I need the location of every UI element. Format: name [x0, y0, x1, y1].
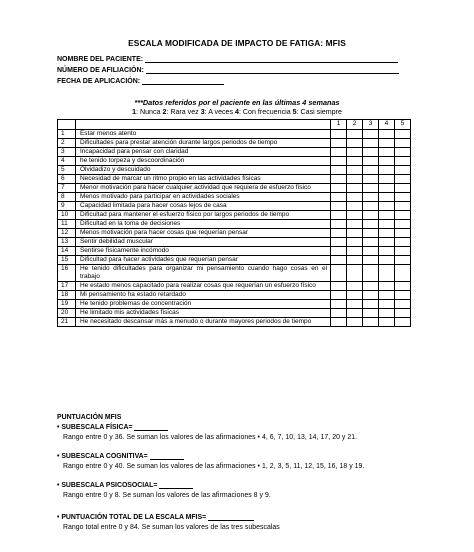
item-statement: Menos motivado para participar en actividades sociales	[75, 193, 330, 202]
item-number: 13	[58, 238, 76, 247]
item-statement: Estar menos atento	[75, 130, 330, 139]
score-cell-1[interactable]	[331, 309, 347, 318]
score-cell-2[interactable]	[347, 300, 363, 309]
score-cell-3[interactable]	[363, 309, 379, 318]
score-cell-1[interactable]	[331, 318, 347, 327]
score-cell-5[interactable]	[394, 211, 410, 220]
score-header-1: 1	[331, 120, 347, 130]
date-label: FECHA DE APLICACIÓN:	[57, 78, 141, 85]
table-row	[58, 309, 411, 318]
item-number: 18	[58, 291, 76, 300]
item-number: 1	[58, 130, 76, 139]
table-row	[58, 139, 411, 148]
item-statement: Dificultad en la toma de decisiones	[75, 220, 330, 229]
score-cell-3[interactable]	[363, 265, 379, 282]
table-row	[58, 300, 411, 309]
score-cell-2[interactable]	[347, 318, 363, 327]
item-statement: Necesidad de marcar un ritmo propio en las actividades físicas	[75, 175, 330, 184]
scale-legend	[0, 108, 474, 116]
table-row	[58, 211, 411, 220]
score-cell-4[interactable]	[379, 211, 395, 220]
score-cell-1[interactable]	[331, 193, 347, 202]
item-number: 9	[58, 202, 76, 211]
score-cell-3[interactable]	[363, 184, 379, 193]
score-cell-5[interactable]	[394, 193, 410, 202]
patient-name-line[interactable]	[145, 56, 398, 63]
physical-subscale-title: • SUBESCALA FÍSICA=	[57, 424, 133, 431]
score-cell-2[interactable]	[347, 202, 363, 211]
score-cell-5[interactable]	[394, 300, 410, 309]
item-number: 16	[58, 265, 76, 282]
psychosocial-subscale-block	[57, 482, 271, 499]
score-cell-5[interactable]	[394, 256, 410, 265]
score-cell-5[interactable]	[394, 282, 410, 291]
score-cell-5[interactable]	[394, 265, 410, 282]
item-statement: He limitado mis actividades físicas	[75, 309, 330, 318]
score-cell-1[interactable]	[331, 166, 347, 175]
table-row	[58, 157, 411, 166]
score-cell-3[interactable]	[363, 318, 379, 327]
score-cell-4[interactable]	[379, 175, 395, 184]
item-statement: He estado menos capacitado para realizar cosas que requerían un esfuerzo físico	[75, 282, 330, 291]
table-row	[58, 229, 411, 238]
table-row	[58, 184, 411, 193]
header-num-cell	[58, 120, 76, 130]
score-cell-2[interactable]	[347, 139, 363, 148]
score-cell-4[interactable]	[379, 193, 395, 202]
item-number: 14	[58, 247, 76, 256]
affiliation-field	[57, 67, 399, 74]
item-statement: Menor motivación para hacer cualquier actividad que requiera de esfuerzo físico	[75, 184, 330, 193]
item-statement: Mi pensamiento ha estado retardado	[75, 291, 330, 300]
scale-label-4: : Con frecuencia	[238, 108, 293, 116]
score-cell-5[interactable]	[394, 229, 410, 238]
score-cell-2[interactable]	[347, 238, 363, 247]
item-statement: Dificultades para prestar atención durante largos periodos de tiempo	[75, 139, 330, 148]
item-statement: He necesitado descansar más a menudo o durante mayores periodos de tiempo	[75, 318, 330, 327]
item-number: 4	[58, 157, 76, 166]
score-cell-2[interactable]	[347, 166, 363, 175]
table-row	[58, 130, 411, 139]
cognitive-subscale-desc: Rango entre 0 y 40. Se suman los valores de las afirmaciones • 1, 2, 3, 5, 11, 12, 15, 16, 18 y 19.	[63, 463, 365, 470]
physical-subscale-block	[57, 424, 357, 441]
table-row	[58, 265, 411, 282]
header-item-cell	[75, 120, 330, 130]
score-cell-1[interactable]	[331, 265, 347, 282]
score-cell-3[interactable]	[363, 175, 379, 184]
table-row	[58, 318, 411, 327]
score-cell-3[interactable]	[363, 130, 379, 139]
score-cell-2[interactable]	[347, 130, 363, 139]
score-cell-5[interactable]	[394, 184, 410, 193]
item-number: 3	[58, 148, 76, 157]
item-statement: Capacidad limitada para hacer cosas lejos de casa	[75, 202, 330, 211]
score-cell-3[interactable]	[363, 256, 379, 265]
scale-num-3: 3	[200, 108, 205, 116]
item-statement: Sentirse físicamente incómodo	[75, 247, 330, 256]
score-cell-3[interactable]	[363, 291, 379, 300]
reporting-period-note: ***Datos referidos por el paciente en las últimas 4 semanas	[134, 98, 340, 107]
physical-subscale-blank[interactable]	[134, 425, 168, 431]
date-field	[57, 78, 224, 85]
score-cell-4[interactable]	[379, 130, 395, 139]
score-cell-4[interactable]	[379, 157, 395, 166]
item-number: 2	[58, 139, 76, 148]
table-row	[58, 175, 411, 184]
psychosocial-subscale-desc: Rango entre 0 y 8. Se suman los valores de las afirmaciones 8 y 9.	[63, 492, 271, 499]
item-number: 19	[58, 300, 76, 309]
score-cell-4[interactable]	[379, 247, 395, 256]
score-cell-3[interactable]	[363, 166, 379, 175]
score-cell-1[interactable]	[331, 148, 347, 157]
table-row	[58, 220, 411, 229]
score-cell-2[interactable]	[347, 265, 363, 282]
affiliation-line[interactable]	[146, 67, 399, 74]
total-score-desc: Rango total entre 0 y 84. Se suman los valores de las tres subescalas	[63, 524, 280, 531]
scale-num-4: 4	[235, 108, 239, 116]
score-cell-1[interactable]	[331, 184, 347, 193]
cognitive-subscale-title: • SUBESCALA COGNITIVA=	[57, 453, 148, 460]
item-number: 11	[58, 220, 76, 229]
score-cell-3[interactable]	[363, 202, 379, 211]
score-cell-3[interactable]	[363, 238, 379, 247]
table-header-row	[58, 120, 411, 130]
score-cell-3[interactable]	[363, 229, 379, 238]
item-statement: Incapacidad para pensar con claridad	[75, 148, 330, 157]
score-cell-5[interactable]	[394, 175, 410, 184]
table-row	[58, 193, 411, 202]
item-number: 6	[58, 175, 76, 184]
item-number: 20	[58, 309, 76, 318]
psychosocial-subscale-blank[interactable]	[159, 483, 193, 489]
score-cell-2[interactable]	[347, 148, 363, 157]
score-cell-1[interactable]	[331, 282, 347, 291]
score-cell-1[interactable]	[331, 175, 347, 184]
table-row	[58, 282, 411, 291]
score-cell-2[interactable]	[347, 157, 363, 166]
score-cell-1[interactable]	[331, 291, 347, 300]
score-cell-5[interactable]	[394, 247, 410, 256]
cognitive-subscale-blank[interactable]	[150, 454, 184, 460]
score-cell-1[interactable]	[331, 211, 347, 220]
score-header-4: 4	[379, 120, 395, 130]
cognitive-subscale-block	[57, 453, 364, 470]
score-cell-2[interactable]	[347, 220, 363, 229]
physical-subscale-desc: Rango entre 0 y 36. Se suman los valores de las afirmaciones • 4, 6, 7, 10, 13, 14, 17, 20 y 21.	[63, 434, 358, 441]
score-cell-5[interactable]	[394, 157, 410, 166]
affiliation-label: NÚMERO DE AFILIACIÓN:	[57, 67, 144, 74]
score-cell-2[interactable]	[347, 247, 363, 256]
score-cell-3[interactable]	[363, 148, 379, 157]
score-cell-2[interactable]	[347, 175, 363, 184]
score-header-5: 5	[394, 120, 410, 130]
score-cell-4[interactable]	[379, 229, 395, 238]
score-cell-5[interactable]	[394, 130, 410, 139]
score-cell-3[interactable]	[363, 220, 379, 229]
total-score-title: • PUNTUACIÓN TOTAL DE LA ESCALA MFIS=	[57, 514, 207, 521]
item-statement: He tenido problemas de concentración	[75, 300, 330, 309]
score-cell-1[interactable]	[331, 300, 347, 309]
score-cell-3[interactable]	[363, 139, 379, 148]
table-row	[58, 166, 411, 175]
item-number: 7	[58, 184, 76, 193]
score-cell-1[interactable]	[331, 238, 347, 247]
score-cell-2[interactable]	[347, 282, 363, 291]
patient-name-label: NOMBRE DEL PACIENTE:	[57, 56, 144, 63]
total-score-blank[interactable]	[208, 515, 254, 521]
item-number: 12	[58, 229, 76, 238]
score-header-2: 2	[347, 120, 363, 130]
scoring-title: PUNTUACIÓN MFIS	[57, 414, 122, 421]
table-row	[58, 238, 411, 247]
table-row	[58, 291, 411, 300]
item-number: 5	[58, 166, 76, 175]
score-cell-2[interactable]	[347, 291, 363, 300]
patient-name-field	[57, 56, 398, 63]
score-cell-4[interactable]	[379, 265, 395, 282]
score-cell-3[interactable]	[363, 247, 379, 256]
score-cell-4[interactable]	[379, 166, 395, 175]
score-cell-5[interactable]	[394, 291, 410, 300]
scale-label-1: : Nunca	[136, 108, 163, 116]
table-row	[58, 247, 411, 256]
score-cell-5[interactable]	[394, 139, 410, 148]
score-cell-1[interactable]	[331, 157, 347, 166]
score-cell-2[interactable]	[347, 256, 363, 265]
score-cell-5[interactable]	[394, 238, 410, 247]
score-cell-1[interactable]	[331, 202, 347, 211]
scale-label-3: : A veces	[204, 108, 236, 116]
item-number: 15	[58, 256, 76, 265]
score-cell-1[interactable]	[331, 130, 347, 139]
score-cell-4[interactable]	[379, 256, 395, 265]
score-cell-5[interactable]	[394, 220, 410, 229]
score-cell-3[interactable]	[363, 211, 379, 220]
total-score-block	[57, 514, 280, 531]
score-cell-3[interactable]	[363, 193, 379, 202]
score-cell-1[interactable]	[331, 139, 347, 148]
score-cell-2[interactable]	[347, 193, 363, 202]
score-cell-1[interactable]	[331, 229, 347, 238]
score-header-3: 3	[363, 120, 379, 130]
scale-label-5: : Casi siempre	[296, 108, 342, 116]
score-cell-4[interactable]	[379, 300, 395, 309]
table-row	[58, 148, 411, 157]
item-statement: Sentir debilidad muscular	[75, 238, 330, 247]
score-cell-4[interactable]	[379, 220, 395, 229]
scale-num-2: 2	[162, 108, 167, 116]
score-cell-5[interactable]	[394, 318, 410, 327]
score-cell-5[interactable]	[394, 166, 410, 175]
score-cell-5[interactable]	[394, 148, 410, 157]
date-line[interactable]	[142, 78, 224, 85]
score-cell-3[interactable]	[363, 282, 379, 291]
item-statement: he tenido torpeza y descoordinación	[75, 157, 330, 166]
item-number: 21	[58, 318, 76, 327]
item-number: 8	[58, 193, 76, 202]
scale-num-1: 1	[132, 108, 137, 116]
psychosocial-subscale-title: • SUBESCALA PSICOSOCIAL=	[57, 482, 158, 489]
item-statement: Dificultad para hacer actividades que requerían pensar	[75, 256, 330, 265]
score-cell-5[interactable]	[394, 202, 410, 211]
score-cell-2[interactable]	[347, 184, 363, 193]
item-statement: He tenido dificultades para organizar mi pensamiento cuando hago cosas en el trabajo	[75, 265, 330, 282]
item-number: 17	[58, 282, 76, 291]
table-row	[58, 202, 411, 211]
score-cell-2[interactable]	[347, 211, 363, 220]
score-cell-3[interactable]	[363, 300, 379, 309]
mfis-items-table	[57, 119, 411, 327]
score-cell-4[interactable]	[379, 291, 395, 300]
score-cell-4[interactable]	[379, 184, 395, 193]
score-cell-4[interactable]	[379, 282, 395, 291]
score-cell-1[interactable]	[331, 256, 347, 265]
score-cell-4[interactable]	[379, 309, 395, 318]
score-cell-1[interactable]	[331, 247, 347, 256]
table-row	[58, 256, 411, 265]
item-statement: Menos motivación para hacer cosas que requerían pensar	[75, 229, 330, 238]
score-cell-4[interactable]	[379, 238, 395, 247]
scoring-heading	[57, 414, 121, 421]
scale-label-2: : Rara vez	[166, 108, 201, 116]
score-cell-2[interactable]	[347, 309, 363, 318]
score-cell-5[interactable]	[394, 309, 410, 318]
score-cell-4[interactable]	[379, 148, 395, 157]
score-cell-2[interactable]	[347, 229, 363, 238]
form-title: ESCALA MODIFICADA DE IMPACTO DE FATIGA: MFIS	[128, 38, 346, 48]
score-cell-1[interactable]	[331, 220, 347, 229]
item-number: 10	[58, 211, 76, 220]
item-statement: Olvidadizo y descuidado	[75, 166, 330, 175]
score-cell-3[interactable]	[363, 157, 379, 166]
score-cell-4[interactable]	[379, 202, 395, 211]
score-cell-4[interactable]	[379, 318, 395, 327]
scale-num-5: 5	[292, 108, 297, 116]
item-statement: Dificultad para mantener el esfuerzo físico por largos periodos de tiempo	[75, 211, 330, 220]
score-cell-4[interactable]	[379, 139, 395, 148]
